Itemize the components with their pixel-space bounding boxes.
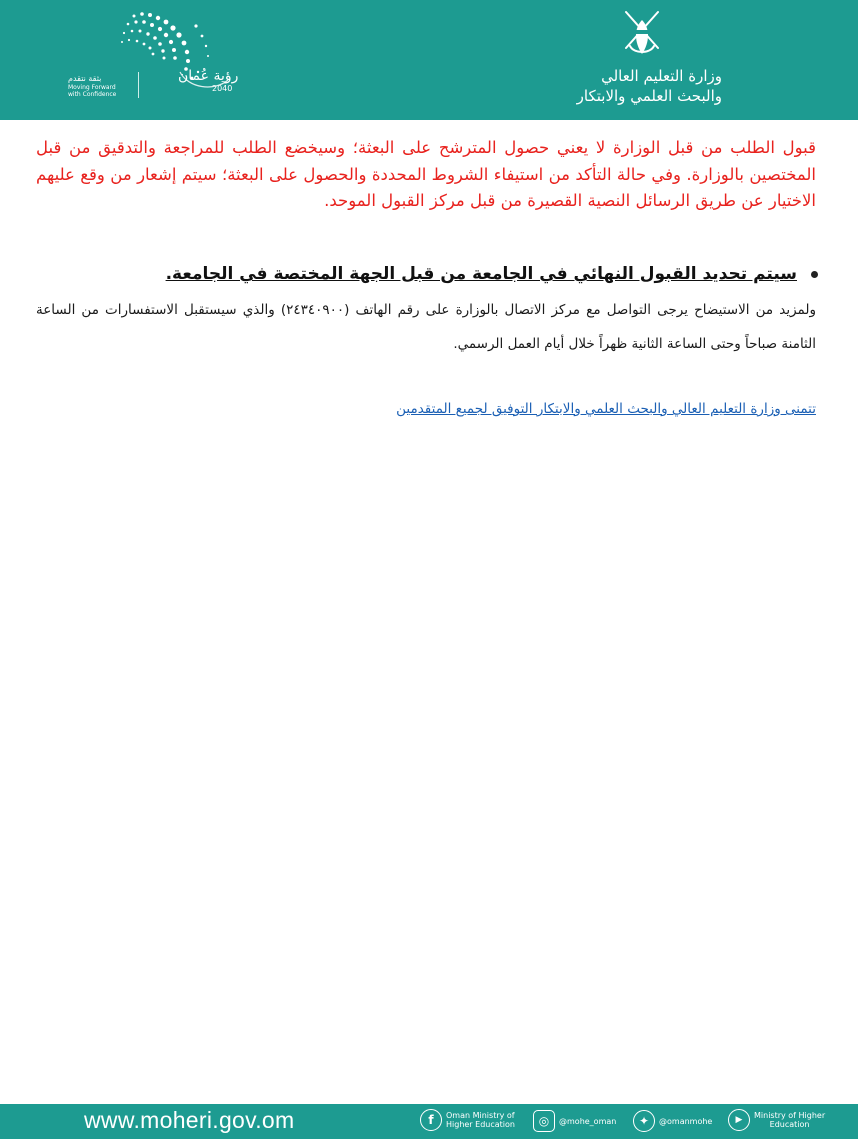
final-admission-text: سيتم تحديد القبول النهائي في الجامعة من قبل الجهة المختصة في الجامعة. <box>165 264 797 284</box>
tagline-english-line2: with Confidence <box>68 91 117 98</box>
closing-wishes-link[interactable]: تتمنى وزارة التعليم العالي والبحث العلمي والابتكار التوفيق لجميع المتقدمين <box>396 401 816 417</box>
bullet-icon <box>811 271 818 278</box>
facebook-label-line1: Oman Ministry of <box>446 1111 515 1120</box>
youtube-icon: ▶ <box>728 1109 750 1131</box>
facebook-handle[interactable] <box>420 1109 515 1131</box>
tagline-english <box>68 84 136 98</box>
tagline-english-line1: Moving Forward <box>68 84 116 91</box>
tagline-arabic: بثقة نتقدم <box>68 74 102 83</box>
twitter-icon: ✦ <box>633 1110 655 1132</box>
instagram-handle[interactable] <box>533 1110 616 1132</box>
twitter-label: @omanmohe <box>659 1116 713 1126</box>
header-divider <box>138 72 139 98</box>
ministry-name <box>522 66 722 106</box>
vision-year: 2040 <box>212 84 233 93</box>
website-link[interactable]: www.moheri.gov.om <box>84 1107 295 1133</box>
scholarship-notice-paragraph: قبول الطلب من قبل الوزارة لا يعني حصول المترشح على البعثة؛ وسيخضع الطلب للمراجعة والتدقيق من قبل المختصين بالوزارة. وفي حالة التأكد من استيفاء الشروط المحددة والحصول على البعثة؛ سيتم إشعار من وقع عليهم الاختيار عن طريق الرسائل النصية القصيرة من قبل مركز القبول الموحد. <box>36 138 816 210</box>
main-content <box>36 135 816 215</box>
page-header <box>0 0 858 120</box>
contact-info-paragraph: ولمزيد من الاستيضاح يرجى التواصل مع مركز الاتصال بالوزارة على رقم الهاتف (٢٤٣٤٠٩٠٠) والذي سيستقبل الاستفسارات من الساعة الثامنة صباحاً وحتى الساعة الثانية ظهراً خلال أيام العمل الرسمي. <box>36 302 816 352</box>
instagram-label: @mohe_oman <box>559 1116 617 1126</box>
instagram-icon: ◎ <box>533 1110 555 1132</box>
ministry-name-line2: والبحث العلمي والابتكار <box>576 87 722 105</box>
facebook-icon: f <box>420 1109 442 1131</box>
facebook-label-line2: Higher Education <box>446 1120 515 1129</box>
youtube-label <box>754 1111 825 1129</box>
youtube-handle[interactable] <box>728 1109 825 1131</box>
twitter-handle[interactable] <box>633 1110 712 1132</box>
oman-emblem-icon <box>612 6 672 62</box>
ministry-name-line1: وزارة التعليم العالي <box>601 67 722 85</box>
facebook-label <box>446 1111 515 1129</box>
youtube-label-line2: Education <box>769 1120 810 1129</box>
youtube-label-line1: Ministry of Higher <box>754 1111 826 1120</box>
vision-title: رؤية عُمان <box>178 68 239 84</box>
page-footer <box>0 1104 858 1139</box>
final-admission-bullet <box>166 264 818 284</box>
